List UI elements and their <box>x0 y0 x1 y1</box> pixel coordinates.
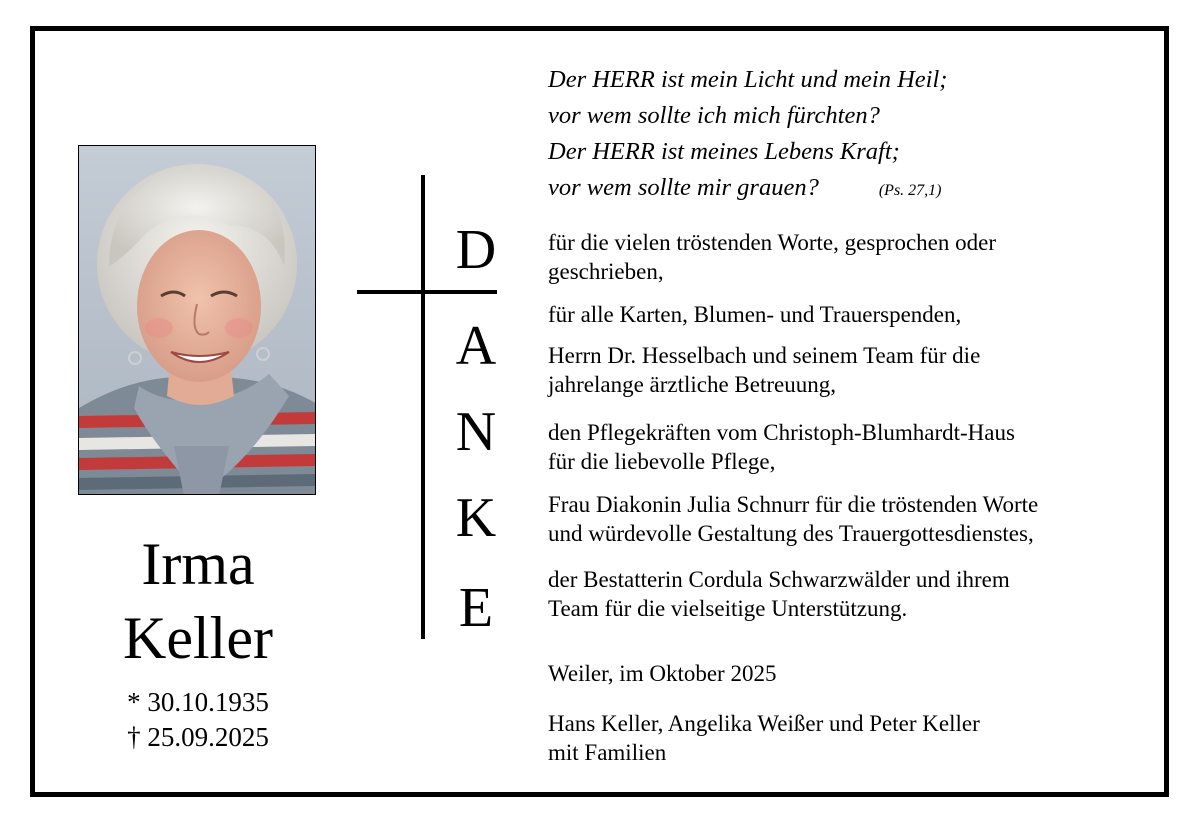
verse-line: Der HERR ist mein Licht und mein Heil; <box>548 66 948 93</box>
thanks-item <box>548 418 1015 476</box>
cross-vertical-beam <box>421 175 425 639</box>
portrait-photo <box>78 145 316 495</box>
death-date: † 25.09.2025 <box>127 722 269 752</box>
signatory-line: Hans Keller, Angelika Weißer und Peter Keller <box>548 711 980 736</box>
bible-verse <box>548 62 947 209</box>
first-name: Irma <box>141 531 255 597</box>
birth-date: * 30.10.1935 <box>127 687 269 717</box>
danke-letter: N <box>455 401 497 463</box>
cross-horizontal-beam <box>357 290 497 294</box>
thanks-item <box>548 341 980 399</box>
thanks-item <box>548 565 1010 623</box>
thanks-line: Herrn Dr. Hesselbach und seinem Team für die <box>548 343 981 368</box>
thanks-line: Team für die vielseitige Unterstützung. <box>548 596 908 621</box>
verse-line: Der HERR ist meines Lebens Kraft; <box>548 138 900 165</box>
thanks-item <box>548 228 996 286</box>
danke-letter: K <box>455 487 497 549</box>
thanks-line: für die liebevolle Pflege, <box>548 449 776 474</box>
verse-line: vor wem sollte ich mich fürchten? <box>548 102 880 129</box>
verse-reference: (Ps. 27,1) <box>878 182 942 199</box>
thanks-line: den Pflegekräften vom Christoph-Blumhardt-Haus <box>548 420 1015 445</box>
place-date: Weiler, im Oktober 2025 <box>548 661 777 686</box>
signatories <box>548 709 980 767</box>
thanks-item <box>548 490 1038 548</box>
danke-letter: A <box>455 315 497 377</box>
thanks-item <box>548 300 961 329</box>
verse-line: vor wem sollte mir grauen? <box>548 174 819 201</box>
signatory-line: mit Familien <box>548 740 667 765</box>
danke-letter: D <box>455 219 497 281</box>
danke-letter: E <box>458 577 494 639</box>
thanks-line: für alle Karten, Blumen- und Trauerspenden, <box>548 302 962 327</box>
thanks-line: jahrelange ärztliche Betreuung, <box>548 372 836 397</box>
thanks-line: und würdevolle Gestaltung des Trauergottesdienstes, <box>548 521 1034 546</box>
thanks-line: Frau Diakonin Julia Schnurr für die tröstenden Worte <box>548 492 1039 517</box>
thanks-line: für die vielen tröstenden Worte, gesprochen oder <box>548 230 996 255</box>
thanks-line: geschrieben, <box>548 259 664 284</box>
thanks-line: der Bestatterin Cordula Schwarzwälder und ihrem <box>548 567 1010 592</box>
last-name: Keller <box>123 605 273 671</box>
